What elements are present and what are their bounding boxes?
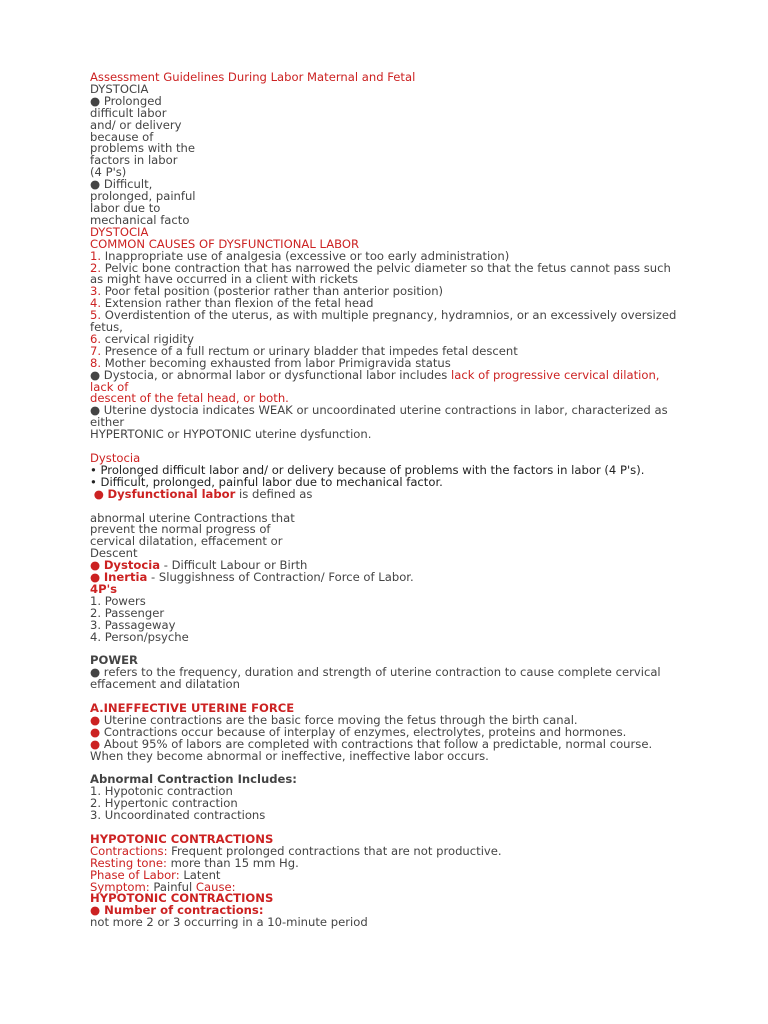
hypotonic-heading-2: HYPOTONIC CONTRACTIONS [90,891,274,906]
hypotonic-heading: HYPOTONIC CONTRACTIONS [90,831,274,846]
number-of-contractions-value: not more 2 or 3 occurring in a 10-minute period [90,915,368,930]
four-ps-heading: 4P's [90,581,118,596]
list-item: ● About 95% of labors are completed with contractions that follow a predictable, normal course. When they become abnormal or ineffective, ineffective labor occurs. [90,736,653,763]
list-item: 1. Powers [90,593,146,608]
abnormal-list [90,786,678,822]
list-item: 4. Person/psyche [90,629,189,644]
abnormal-heading: Abnormal Contraction Includes: [90,772,297,787]
list-item: 6. cervical rigidity [90,331,195,346]
dystocia-bullet-2: ● Difficult, prolonged, painful labor due to mechanical facto [90,177,196,227]
causes-heading: COMMON CAUSES OF DYSFUNCTIONAL LABOR [90,236,360,251]
symptom-row: Symptom: Painful Cause: [90,879,236,894]
dystocia-heading: DYSTOCIA [90,81,149,96]
list-item: 7. Presence of a full rectum or urinary bladder that impedes fetal descent [90,343,518,358]
list-item: 3. Poor fetal position (posterior rather than anterior position) [90,284,444,299]
causes-list [90,248,678,370]
bullet-icon: ● [90,177,101,192]
power-text: ● refers to the frequency, duration and strength of uterine contraction to cause complete cervical effacement and dilatation [90,665,661,692]
ineffective-heading: A.INEFFECTIVE UTERINE FORCE [90,700,295,715]
definition-text: abnormal uterine Contractions that prevent the normal progress of cervical dilatation, effacement or Descent [90,510,295,561]
uterine-dystocia-note: ● Uterine dystocia indicates WEAK or uncoordinated uterine contractions in labor, characterized as either [90,403,668,430]
document-title: Assessment Guidelines During Labor Maternal and Fetal [90,70,416,84]
phase-row: Phase of Labor: Latent [90,867,221,882]
list-item: 2. Pelvic bone contraction that has narrowed the pelvic diameter so that the fetus cannot pass such as might have occurred in a client with rickets [90,260,671,287]
list-item: 8. Mother becoming exhausted from labor Primigravida status [90,355,451,370]
list-item: 2. Hypertonic contraction [90,796,238,811]
dystocia-note-2: descent of the fetal head, or both. [90,391,289,406]
dystocia-section-heading: Dystocia [90,450,141,465]
four-ps-list [90,593,678,644]
list-item: 3. Uncoordinated contractions [90,808,266,823]
number-of-contractions-label: ● Number of contractions: [90,903,264,918]
list-item: 5. Overdistention of the uterus, as with multiple pregnancy, hydramnios, or an excessively oversized fetus, [90,308,677,335]
list-item: 2. Passenger [90,605,165,620]
dystocia-note: ● Dystocia, or abnormal labor or dysfunctional labor includes lack of progressive cervical dilation, lack of [90,367,660,394]
list-item: 1. Inappropriate use of analgesia (excessive or too early administration) [90,248,510,263]
power-heading: POWER [90,653,138,668]
contractions-row: Contractions: Frequent prolonged contractions that are not productive. [90,843,502,858]
list-item: 4. Extension rather than flexion of the fetal head [90,296,374,311]
bullet-icon: ● [90,93,101,108]
dystocia-heading-red: DYSTOCIA [90,224,149,239]
uterine-dystocia-note-2: HYPERTONIC or HYPOTONIC uterine dysfunction. [90,427,372,442]
list-item: ● Contractions occur because of interplay of enzymes, electrolytes, proteins and hormones. [90,724,627,739]
dysfunctional-labor-def: ● Dysfunctional labor is defined as [93,486,313,501]
list-item: ● Uterine contractions are the basic force moving the fetus through the birth canal. [90,712,578,727]
list-item: 1. Hypotonic contraction [90,784,233,799]
inertia-term: ● Inertia - Sluggishness of Contraction/ Force of Labor. [90,570,414,585]
dystocia-bullet-1: ● Prolonged difficult labor and/ or delivery because of problems with the factors in labor (4 P's) [90,93,196,180]
resting-tone-row: Resting tone: more than 15 mm Hg. [90,855,299,870]
list-item: 3. Passageway [90,617,176,632]
dystocia-bullet: • Difficult, prolonged, painful labor due to mechanical factor. [90,474,443,489]
ineffective-list [90,712,678,763]
dystocia-term: ● Dystocia - Difficult Labour or Birth [90,558,308,573]
dystocia-bullet: • Prolonged difficult labor and/ or delivery because of problems with the factors in labor (4 P's). [90,462,645,477]
